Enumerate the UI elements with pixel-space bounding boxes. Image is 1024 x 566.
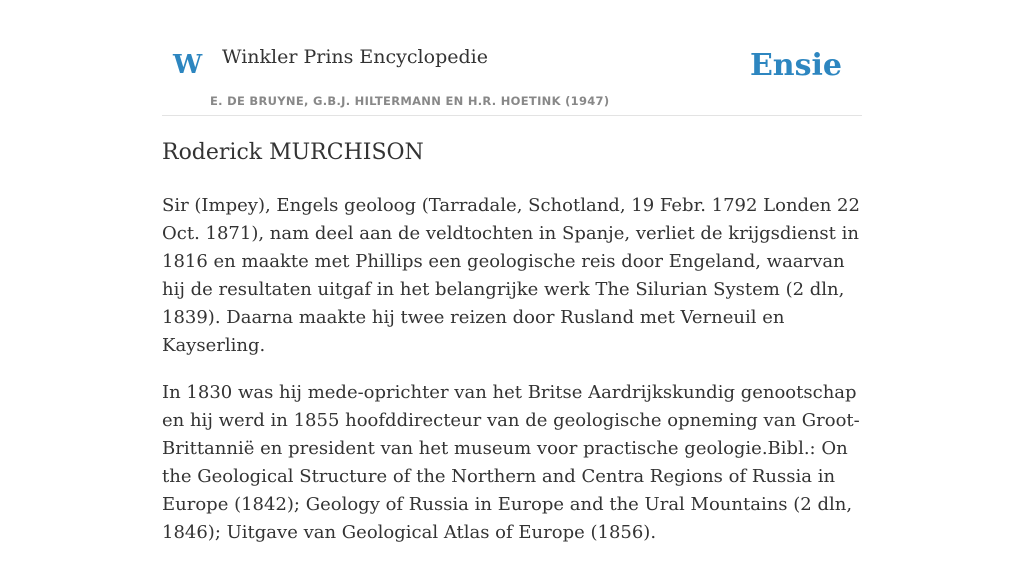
ensie-logo-link[interactable]: Ensie (749, 48, 842, 83)
article-title: Roderick MURCHISON (162, 140, 424, 165)
page (162, 0, 862, 543)
header (162, 0, 862, 116)
article-paragraph: Sir (Impey), Engels geoloog (Tarradale, Schotland, 19 Febr. 1792 Londen 22 Oct. 1871), nam deel aan de veldtochten in Spanje, verliet de krijgsdienst in 1816 en maakte met Phillips een geologische reis door Engeland, waarvan hij de resultaten uitgaf in het belangrijke werk The Silurian System (2 dln, 1839). Daarna maakte hij twee reizen door Rusland met Verneuil en Kayserling. (162, 195, 860, 356)
book-logo-icon[interactable]: W (173, 50, 203, 80)
article-body (162, 192, 862, 566)
book-authors: E. DE BRUYNE, G.B.J. HILTERMANN EN H.R. HOETINK (1947) (210, 94, 610, 108)
article-paragraph: In 1830 was hij mede-oprichter van het Britse Aardrijkskundig genootschap en hij werd in 1855 hoofddirecteur van de geologische opneming van Groot-Brittannië en president van het museum voor practische geologie.Bibl.: On the Geological Structure of the Northern and Centra Regions of Russia in Europe (1842); Geology of Russia in Europe and the Ural Mountains (2 dln, 1846); Uitgave van Geological Atlas of Europe (1856). (162, 382, 860, 543)
book-title-link[interactable]: Winkler Prins Encyclopedie (222, 46, 488, 68)
